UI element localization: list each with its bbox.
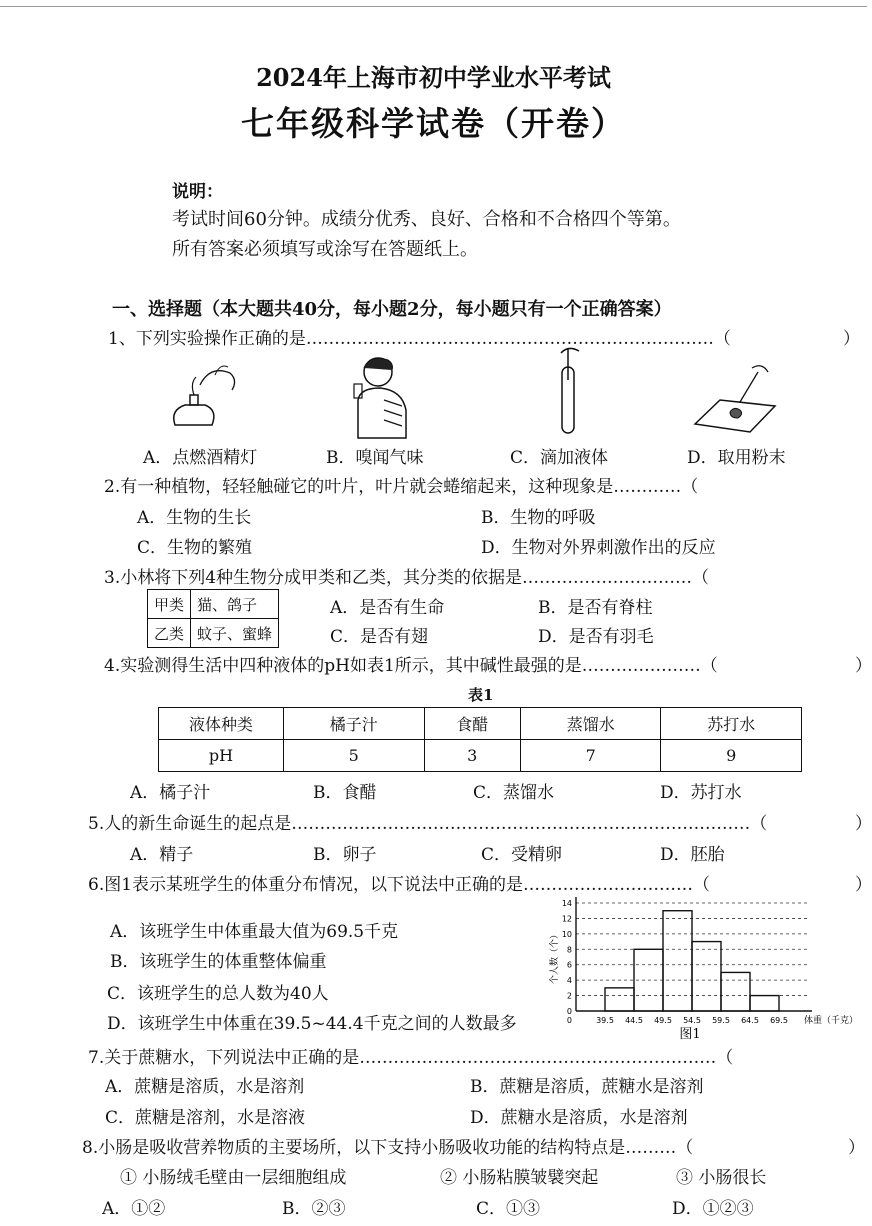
question-4 bbox=[104, 651, 718, 676]
x-tick-label: 64.5 bbox=[741, 1016, 759, 1025]
close-paren: ） bbox=[843, 329, 860, 349]
q4-option-b[interactable]: B．食醋 bbox=[313, 783, 377, 803]
q8-option-b[interactable]: B．②③ bbox=[282, 1199, 346, 1219]
q5-option-d[interactable]: D．胚胎 bbox=[660, 845, 725, 865]
q1-option-a[interactable]: A．点燃酒精灯 bbox=[143, 448, 258, 468]
question-stem: 小林将下列4种生物分成甲类和乙类，其分类的依据是…………………………（ bbox=[120, 568, 710, 588]
close-paren: ） bbox=[855, 875, 872, 895]
alcohol-lamp-illustration bbox=[160, 355, 250, 435]
top-border bbox=[0, 6, 867, 7]
x-axis-label: 体重（千克） bbox=[803, 1016, 858, 1026]
question-number: 5. bbox=[88, 814, 105, 834]
question-number: 3. bbox=[104, 568, 121, 588]
q2-option-b[interactable]: B．生物的呼吸 bbox=[481, 508, 596, 528]
q7-option-d[interactable]: D．蔗糖水是溶质，水是溶剂 bbox=[470, 1108, 688, 1128]
q8-option-d[interactable]: D．①②③ bbox=[672, 1199, 754, 1219]
x-tick-label: 49.5 bbox=[654, 1016, 672, 1025]
q3-option-b[interactable]: B．是否有脊柱 bbox=[538, 598, 653, 618]
q4-option-a[interactable]: A．橘子汁 bbox=[130, 783, 211, 803]
question-stem: 关于蔗糖水，下列说法中正确的是………………………………………………………（ bbox=[104, 1048, 734, 1068]
q8-option-a[interactable]: A．①② bbox=[102, 1199, 166, 1219]
question-8 bbox=[82, 1133, 693, 1158]
table-cell: 7 bbox=[520, 740, 661, 772]
q5-option-b[interactable]: B．卵子 bbox=[313, 845, 377, 865]
classification-table bbox=[147, 589, 279, 648]
close-paren: ） bbox=[848, 1138, 865, 1158]
histogram-bar bbox=[605, 988, 634, 1011]
table-cell: 乙类 bbox=[148, 619, 191, 648]
q4-option-d[interactable]: D．苏打水 bbox=[660, 783, 742, 803]
y-tick-label: 12 bbox=[561, 914, 572, 924]
q6-option-d[interactable]: D．该班学生中体重在39.5~44.4千克之间的人数最多 bbox=[107, 1014, 517, 1034]
question-stem: 实验测得生活中四种液体的pH如表1所示，其中碱性最强的是…………………（ bbox=[120, 656, 718, 676]
x-tick-label: 59.5 bbox=[712, 1016, 730, 1025]
q2-option-c[interactable]: C．生物的繁殖 bbox=[137, 538, 253, 558]
section-heading: 一、选择题（本大题共40分，每小题2分，每小题只有一个正确答案） bbox=[112, 299, 672, 320]
x-tick-label: 39.5 bbox=[596, 1016, 614, 1025]
x-tick-label: 44.5 bbox=[625, 1016, 643, 1025]
question-stem: 人的新生命诞生的起点是………………………………………………………………………（ bbox=[104, 814, 768, 834]
weight-histogram-chart bbox=[548, 893, 860, 1043]
table-cell: 液体种类 bbox=[159, 708, 284, 740]
q4-option-c[interactable]: C．蒸馏水 bbox=[473, 783, 555, 803]
y-tick-label: 6 bbox=[566, 960, 572, 970]
question-number: 7. bbox=[88, 1048, 105, 1068]
table-cell: 蚊子、蜜蜂 bbox=[191, 619, 279, 648]
question-number: 4. bbox=[104, 656, 121, 676]
q3-option-c[interactable]: C．是否有翅 bbox=[330, 627, 429, 647]
ph-table bbox=[158, 707, 802, 772]
q3-option-a[interactable]: A．是否有生命 bbox=[330, 598, 445, 618]
question-5 bbox=[88, 809, 767, 834]
x-tick-label: 69.5 bbox=[770, 1016, 788, 1025]
q6-option-a[interactable]: A．该班学生中体重最大值为69.5千克 bbox=[110, 922, 399, 942]
q7-option-c[interactable]: C．蔗糖是溶剂，水是溶液 bbox=[105, 1108, 306, 1128]
question-stem: 小肠是吸收营养物质的主要场所，以下支持小肠吸收功能的结构特点是………（ bbox=[98, 1138, 694, 1158]
q8-option-c[interactable]: C．①③ bbox=[476, 1199, 541, 1219]
table-cell: 9 bbox=[661, 740, 802, 772]
table-cell: 猫、鸽子 bbox=[191, 590, 279, 619]
histogram-bar bbox=[750, 996, 779, 1011]
instructions-line-1: 考试时间60分钟。成绩分优秀、良好、合格和不合格四个等第。 bbox=[172, 209, 681, 230]
smelling-boy-illustration bbox=[340, 350, 420, 440]
q7-option-a[interactable]: A．蔗糖是溶质，水是溶剂 bbox=[105, 1077, 305, 1097]
y-tick-label: 8 bbox=[566, 945, 572, 955]
q1-option-b[interactable]: B．嗅闻气味 bbox=[326, 448, 424, 468]
table-row bbox=[159, 740, 802, 772]
question-1 bbox=[108, 324, 731, 349]
y-axis-label: 个人数（个） bbox=[550, 929, 560, 985]
question-stem: 图1表示某班学生的体重分布情况，以下说法中正确的是…………………………（ bbox=[104, 875, 711, 895]
q2-option-d[interactable]: D．生物对外界刺激作出的反应 bbox=[481, 538, 716, 558]
question-6 bbox=[88, 870, 710, 895]
question-number: 1、 bbox=[108, 329, 136, 349]
table-caption: 表1 bbox=[468, 686, 494, 704]
table-row bbox=[148, 619, 279, 648]
y-tick-label: 0 bbox=[566, 1007, 572, 1016]
table-cell: 食醋 bbox=[424, 708, 520, 740]
x-tick-label: 54.5 bbox=[683, 1016, 701, 1025]
question-7 bbox=[88, 1043, 733, 1068]
q7-option-b[interactable]: B．蔗糖是溶质，蔗糖水是溶剂 bbox=[470, 1077, 704, 1097]
q5-option-a[interactable]: A．精子 bbox=[130, 845, 194, 865]
histogram-bar bbox=[721, 972, 750, 1011]
histogram-bar bbox=[692, 942, 721, 1011]
y-tick-label: 2 bbox=[566, 991, 572, 1001]
origin-label: 0 bbox=[566, 1016, 572, 1025]
q6-option-b[interactable]: B．该班学生的体重整体偏重 bbox=[110, 952, 327, 972]
table-cell: 3 bbox=[424, 740, 520, 772]
q8-statement-2: ② 小肠粘膜皱襞突起 bbox=[440, 1168, 599, 1188]
table-cell: 5 bbox=[284, 740, 425, 772]
close-paren: ） bbox=[855, 656, 872, 676]
y-tick-label: 10 bbox=[561, 929, 572, 939]
exam-title: 2024年上海市初中学业水平考试 bbox=[256, 63, 611, 92]
powder-sampling-illustration bbox=[690, 362, 780, 437]
q8-statement-3: ③ 小肠很长 bbox=[676, 1168, 767, 1188]
q2-option-a[interactable]: A．生物的生长 bbox=[137, 508, 252, 528]
q5-option-c[interactable]: C．受精卵 bbox=[481, 845, 563, 865]
question-2 bbox=[104, 472, 698, 497]
instructions-label: 说明： bbox=[172, 182, 223, 202]
instructions-line-2: 所有答案必须填写或涂写在答题纸上。 bbox=[172, 239, 478, 260]
table-row bbox=[148, 590, 279, 619]
table-cell: 苏打水 bbox=[661, 708, 802, 740]
table-cell: 甲类 bbox=[148, 590, 191, 619]
q3-option-d[interactable]: D．是否有羽毛 bbox=[538, 627, 654, 647]
figure-caption: 图1 bbox=[679, 1027, 701, 1042]
table-row bbox=[159, 708, 802, 740]
q6-option-c[interactable]: C．该班学生的总人数为40人 bbox=[107, 984, 329, 1004]
question-number: 8. bbox=[82, 1138, 99, 1158]
table-cell: pH bbox=[159, 740, 284, 772]
question-number: 6. bbox=[88, 875, 105, 895]
question-number: 2. bbox=[104, 477, 121, 497]
test-tube-illustration bbox=[545, 345, 595, 435]
q8-statement-1: ① 小肠绒毛壁由一层细胞组成 bbox=[120, 1168, 347, 1188]
q1-option-c[interactable]: C．滴加液体 bbox=[510, 448, 609, 468]
question-stem: 下列实验操作正确的是………………………………………………………………（ bbox=[135, 329, 731, 349]
table-cell: 蒸馏水 bbox=[520, 708, 661, 740]
table-cell: 橘子汁 bbox=[284, 708, 425, 740]
question-stem: 有一种植物，轻轻触碰它的叶片，叶片就会蜷缩起来，这种现象是…………（ bbox=[120, 477, 699, 497]
close-paren: ） bbox=[855, 814, 872, 834]
question-3 bbox=[104, 563, 709, 588]
y-tick-label: 4 bbox=[566, 976, 572, 986]
y-tick-label: 14 bbox=[561, 899, 572, 908]
paper-title: 七年级科学试卷（开卷） bbox=[241, 104, 626, 143]
q1-option-d[interactable]: D．取用粉末 bbox=[687, 448, 786, 468]
